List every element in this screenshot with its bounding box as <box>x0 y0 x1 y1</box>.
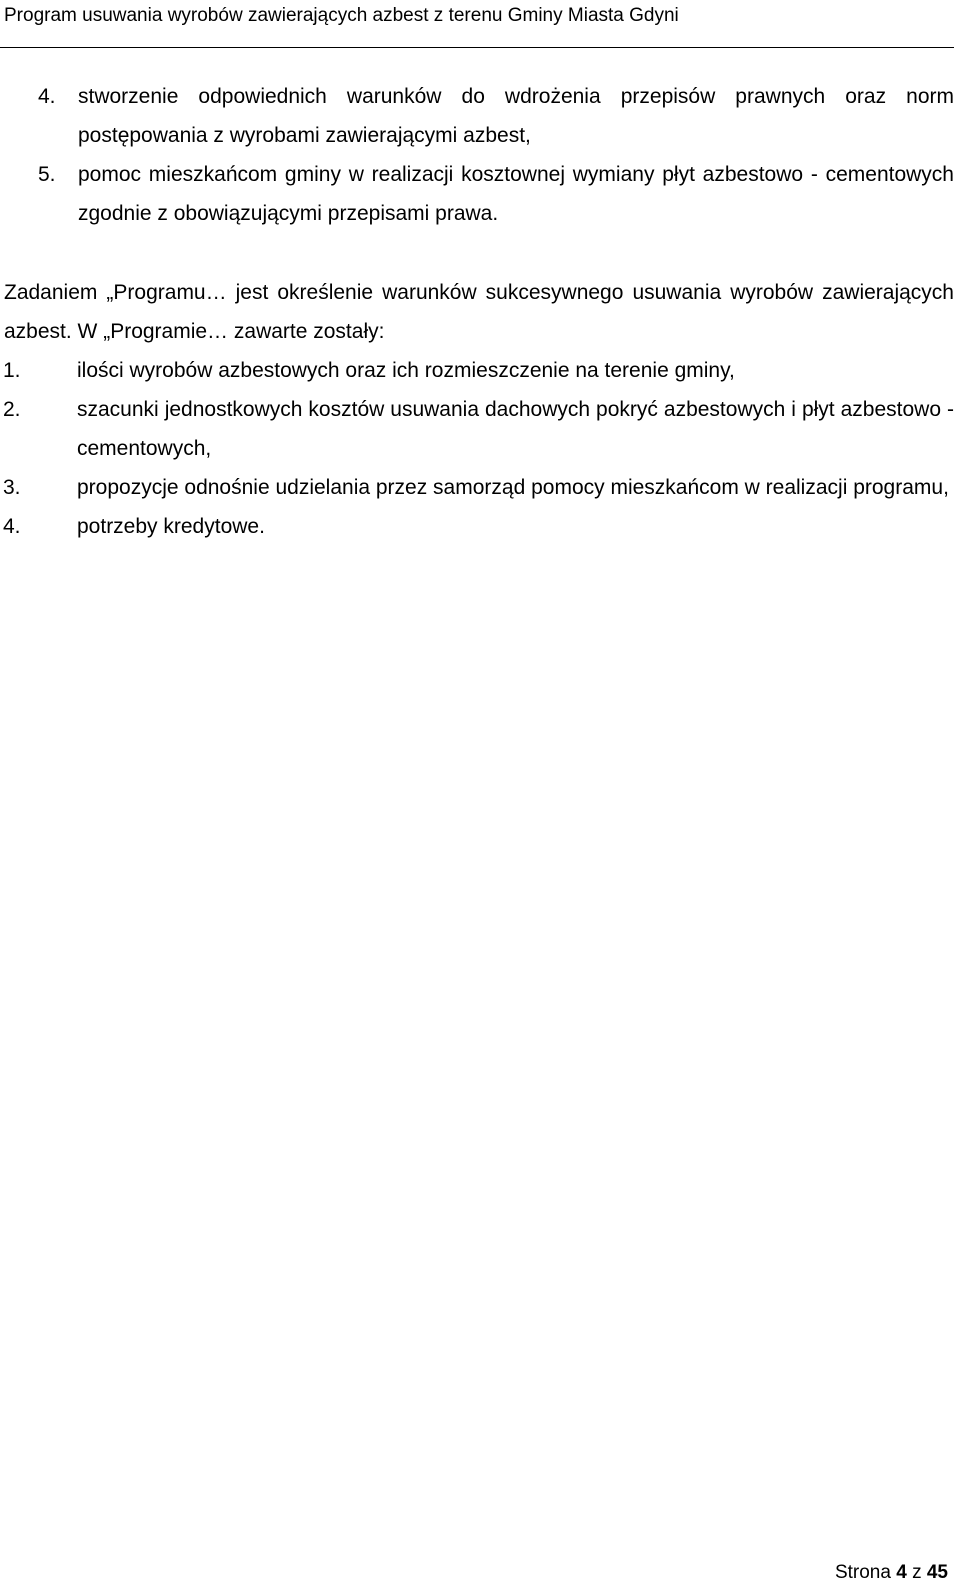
list-item <box>0 77 954 155</box>
list-item <box>0 351 954 390</box>
page-content <box>0 77 954 546</box>
page-footer <box>835 1561 948 1585</box>
header-divider <box>0 47 954 48</box>
page-separator: z <box>912 1562 922 1583</box>
objectives-list <box>0 77 954 233</box>
list-item <box>0 507 954 546</box>
list-item-text: szacunki jednostkowych kosztów usuwania dachowych pokryć azbestowych i płyt azbestowo -cementowych, <box>77 398 954 460</box>
list-item <box>0 468 954 507</box>
list-item-number: 4. <box>38 85 56 108</box>
list-item-text: pomoc mieszkańcom gminy w realizacji kosztownej wymiany płyt azbestowo - cementowych zgodnie z obowiązującymi przepisami prawa. <box>78 163 954 225</box>
list-item <box>0 155 954 233</box>
list-item-text: potrzeby kredytowe. <box>77 515 265 538</box>
list-item-number: 2. <box>3 398 21 421</box>
total-pages-number: 45 <box>926 1562 948 1583</box>
list-item <box>0 390 954 468</box>
page-label: Strona <box>834 1562 891 1583</box>
list-item-number: 1. <box>3 359 21 382</box>
running-header: Program usuwania wyrobów zawierających azbest z terenu Gminy Miasta Gdyni <box>4 5 679 26</box>
list-item-number: 4. <box>3 515 21 538</box>
program-scope-paragraph: Zadaniem „Programu… jest określenie warunków sukcesywnego usuwania wyrobów zawierających azbest. W „Programie… zawarte zostały: <box>4 281 954 343</box>
list-item-number: 5. <box>38 163 56 186</box>
list-item-number: 3. <box>3 476 21 499</box>
list-item-text: ilości wyrobów azbestowych oraz ich rozmieszczenie na terenie gminy, <box>77 359 735 382</box>
program-contents-list <box>0 351 954 546</box>
list-item-text: propozycje odnośnie udzielania przez samorząd pomocy mieszkańcom w realizacji programu, <box>77 476 949 499</box>
list-item-text: stworzenie odpowiednich warunków do wdrożenia przepisów prawnych oraz norm postępowania z wyrobami zawierającymi azbest, <box>78 85 954 147</box>
current-page-number: 4 <box>896 1562 907 1583</box>
